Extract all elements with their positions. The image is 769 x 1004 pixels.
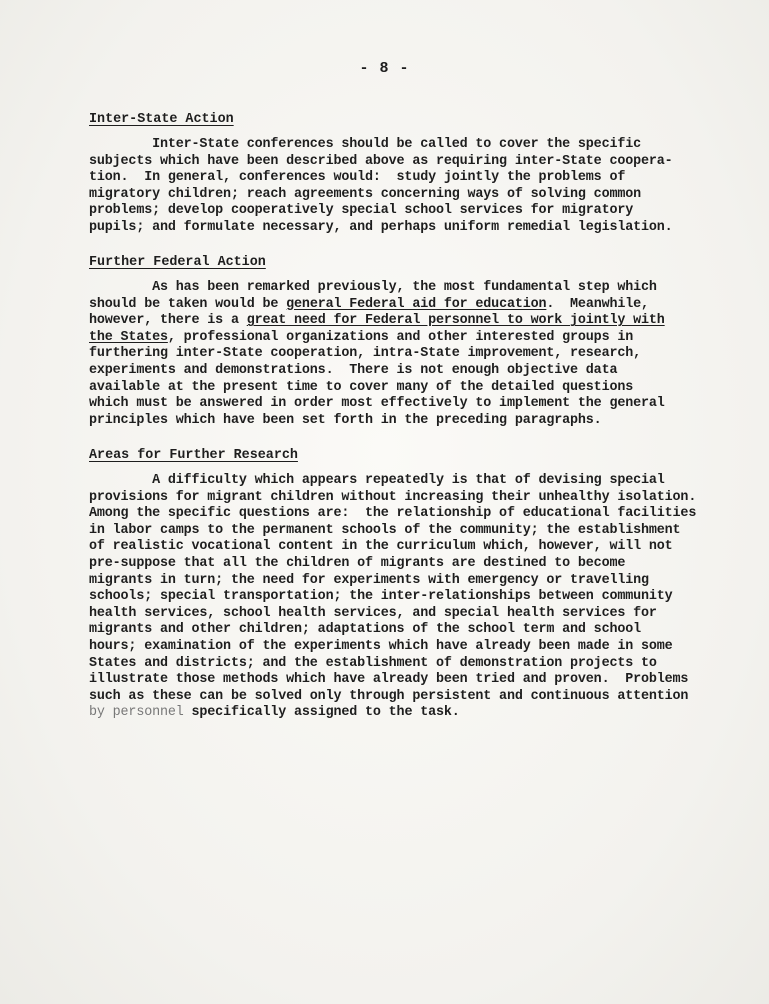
section-areas-for-further-research [89, 448, 709, 722]
text-line: pre-suppose that all the children of migrants are destined to become [89, 555, 626, 571]
text-line: migrants in turn; the need for experiments with emergency or travelling [89, 572, 649, 588]
text-line: schools; special transportation; the inter-relationships between community [89, 589, 673, 605]
text-line: pupils; and formulate necessary, and perhaps uniform remedial legislation. [89, 219, 673, 235]
faded-text-segment: by personnel [89, 705, 184, 721]
section-further-federal-action [89, 255, 709, 429]
text-segment: should be taken would be [89, 296, 287, 312]
paragraph [89, 473, 709, 722]
page-number: - 8 - [359, 60, 410, 77]
underlined-phrase: great need for Federal personnel to work jointly with [246, 313, 665, 329]
text-line: furthering inter-State cooperation, intra-State improvement, research, [89, 346, 641, 362]
section-heading: Inter-State Action [89, 112, 234, 127]
underlined-phrase: the States [89, 329, 168, 345]
text-line [89, 313, 709, 330]
text-line: As has been remarked previously, the most fundamental step which [89, 280, 657, 295]
text-segment: specifically assigned to the task. [183, 705, 460, 721]
text-line: migratory children; reach agreements concerning ways of solving common [89, 186, 641, 202]
text-segment: , professional organizations and other interested groups in [167, 329, 634, 345]
text-line [89, 705, 709, 722]
underlined-phrase: general Federal aid for education [286, 296, 547, 312]
paragraph [89, 137, 709, 237]
text-line: principles which have been set forth in the preceding paragraphs. [89, 412, 602, 428]
text-line [89, 330, 709, 347]
text-line: of realistic vocational content in the curriculum which, however, will not [89, 539, 673, 555]
paragraph [89, 280, 709, 429]
text-segment: . Meanwhile, [546, 296, 649, 312]
text-line: States and districts; and the establishment of demonstration projects to [89, 655, 657, 671]
section-heading: Areas for Further Research [89, 448, 298, 463]
text-line: migrants and other children; adaptations of the school term and school [89, 622, 641, 638]
text-line: subjects which have been described above as requiring inter-State coopera- [89, 153, 673, 169]
text-line: such as these can be solved only through persistent and continuous attention [89, 688, 689, 704]
section-heading: Further Federal Action [89, 255, 266, 270]
text-line: A difficulty which appears repeatedly is that of devising special [89, 473, 665, 488]
text-line: problems; develop cooperatively special school services for migratory [89, 203, 634, 219]
text-line: Inter-State conferences should be called to cover the specific [89, 137, 641, 152]
text-line: experiments and demonstrations. There is not enough objective data [89, 362, 618, 378]
text-line: illustrate those methods which have already been tried and proven. Problems [89, 672, 689, 688]
text-line: provisions for migrant children without increasing their unhealthy isolation. [89, 489, 697, 505]
text-line: in labor camps to the permanent schools of the community; the establishment [89, 522, 681, 538]
section-inter-state-action [89, 112, 709, 237]
text-line: which must be answered in order most effectively to implement the general [89, 396, 665, 412]
text-line: hours; examination of the experiments which have already been made in some [89, 638, 673, 654]
text-line: Among the specific questions are: the relationship of educational facilities [89, 506, 697, 522]
text-line: available at the present time to cover many of the detailed questions [89, 379, 634, 395]
text-segment: however, there is a [89, 313, 247, 329]
text-line: health services, school health services, and special health services for [89, 605, 657, 621]
text-line: tion. In general, conferences would: study jointly the problems of [89, 170, 626, 186]
text-line [89, 297, 709, 314]
